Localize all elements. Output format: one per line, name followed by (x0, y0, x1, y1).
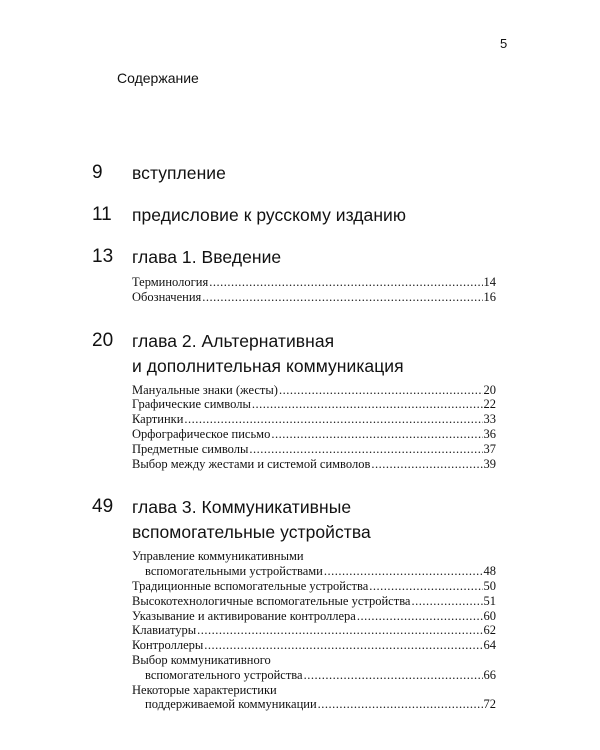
toc-entry-page: 37 (483, 441, 496, 456)
toc-entry[interactable] (132, 397, 496, 412)
chapter-page-number: 20 (92, 329, 114, 351)
toc-entry-text: Высокотехнологичные вспомогательные устройства (132, 593, 411, 608)
toc-chapter[interactable] (0, 323, 600, 480)
toc-entry-text: Картинки (132, 412, 184, 427)
dot-leader (271, 427, 482, 442)
toc-entry-text: Мануальные знаки (жесты) (132, 382, 278, 397)
toc-entry-list (0, 275, 496, 305)
toc-entry[interactable] (132, 579, 496, 594)
toc-entry[interactable] (132, 290, 496, 305)
toc-chapter[interactable] (0, 489, 600, 720)
chapter-title (132, 495, 371, 545)
toc-entry-page: 66 (483, 667, 496, 682)
dot-leader (252, 397, 483, 412)
toc-entry-page: 50 (483, 578, 496, 593)
toc-entry-first-line: Управление коммуникативными (132, 549, 304, 564)
dot-leader (204, 638, 482, 653)
dot-leader (369, 579, 482, 594)
dot-leader (304, 668, 483, 683)
toc-entry-text: вспомогательного устройства (145, 667, 303, 682)
toc-entry-text: Клавиатуры (132, 623, 197, 638)
dot-leader (209, 275, 482, 290)
toc-entry-list (0, 549, 496, 712)
toc-entry-text: Контроллеры (132, 638, 204, 653)
toc-entry[interactable] (132, 427, 496, 442)
toc-entry[interactable] (132, 638, 496, 653)
toc-chapter[interactable] (0, 155, 600, 191)
toc-entry-page: 22 (483, 397, 496, 412)
dot-leader (357, 609, 483, 624)
toc-chapter[interactable] (0, 197, 600, 233)
chapter-title-line: вспомогательные устройства (132, 522, 371, 543)
toc-entry[interactable] (132, 383, 496, 398)
chapter-title (132, 161, 226, 186)
chapter-page-number: 11 (92, 204, 112, 225)
toc-entry-page: 48 (483, 564, 496, 579)
toc-entry-text: Выбор между жестами и системой символов (132, 456, 371, 471)
dot-leader (324, 564, 483, 579)
toc-entry-text: Орфографическое письмо (132, 426, 271, 441)
toc-entry-page: 60 (483, 608, 496, 623)
dot-leader (279, 383, 483, 398)
toc-entry[interactable] (132, 683, 496, 713)
page-number: 5 (500, 36, 508, 51)
toc-entry[interactable] (132, 653, 496, 683)
dot-leader (197, 623, 482, 638)
dot-leader (318, 697, 483, 712)
chapter-title-line: вступление (132, 163, 226, 183)
chapter-title-line: и дополнительная коммуникация (132, 355, 404, 376)
dot-leader (202, 290, 482, 305)
toc-entry-page: 36 (483, 426, 496, 441)
toc-entry-text: Указывание и активирование контроллера (132, 608, 356, 623)
chapter-title-line: предисловие к русскому изданию (132, 205, 407, 225)
toc-entry-list (0, 383, 496, 472)
toc-entry-text: Обозначения (132, 289, 202, 304)
chapter-title-line: глава 3. Коммуникативные (132, 497, 352, 518)
toc-entry[interactable] (132, 549, 496, 579)
dot-leader (184, 412, 482, 427)
toc-entry-page: 72 (483, 697, 496, 712)
dot-leader (249, 442, 482, 457)
toc-entry[interactable] (132, 609, 496, 624)
chapter-title (132, 203, 406, 228)
toc-entry[interactable] (132, 457, 496, 472)
toc-entry[interactable] (132, 442, 496, 457)
toc-entry-page: 16 (483, 289, 496, 304)
toc-entry-text: Традиционные вспомогательные устройства (132, 578, 369, 593)
dot-leader (371, 457, 482, 472)
toc-entry[interactable] (132, 412, 496, 427)
toc-entry-page: 33 (483, 412, 496, 427)
toc-entry-text: вспомогательными устройствами (145, 564, 323, 579)
chapter-title-line: глава 1. Введение (132, 247, 282, 267)
chapter-page-number: 13 (92, 246, 114, 267)
toc-entry-page: 64 (483, 638, 496, 653)
toc-entry-page: 14 (483, 275, 496, 289)
toc-entry-text: поддерживаемой коммуникации (145, 697, 317, 712)
toc-entry[interactable] (132, 275, 496, 290)
toc-entry-text: Предметные символы (132, 441, 249, 456)
table-of-contents (0, 155, 600, 720)
toc-entry-first-line: Выбор коммуникативного (132, 652, 271, 667)
dot-leader (411, 594, 482, 609)
toc-entry[interactable] (132, 623, 496, 638)
chapter-page-number: 49 (92, 496, 114, 518)
chapter-title-line: глава 2. Альтернативная (132, 330, 335, 351)
chapter-page-number: 9 (92, 162, 103, 183)
toc-entry-page: 62 (483, 623, 496, 638)
toc-entry-page: 20 (483, 382, 496, 397)
toc-entry-text: Графические символы (132, 397, 251, 412)
chapter-title (132, 245, 281, 270)
toc-entry-page: 39 (483, 456, 496, 471)
toc-entry-text: Терминология (132, 275, 209, 289)
toc-entry[interactable] (132, 594, 496, 609)
toc-entry-page: 51 (483, 593, 496, 608)
toc-header: Содержание (117, 70, 199, 86)
chapter-title (132, 329, 404, 379)
toc-chapter[interactable] (0, 239, 600, 313)
toc-entry-first-line: Некоторые характеристики (132, 682, 277, 697)
